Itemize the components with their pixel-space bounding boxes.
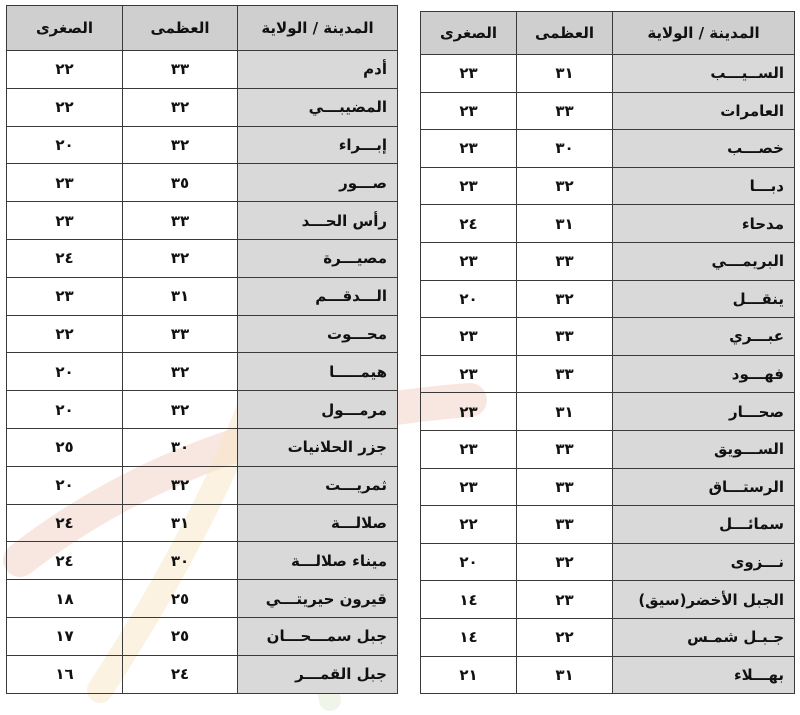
table-row (7, 580, 398, 618)
min-temp-cell: ٢٢ (421, 506, 517, 544)
table-row (421, 280, 795, 318)
temperature-table-right (420, 11, 795, 694)
max-temp-cell: ٢٥ (123, 617, 238, 655)
max-temp-cell: ٣١ (517, 55, 613, 93)
table-row (421, 393, 795, 431)
max-temp-cell: ٣٢ (123, 391, 238, 429)
max-temp-cell: ٣١ (517, 656, 613, 694)
table-row (7, 315, 398, 353)
table-row (7, 655, 398, 693)
min-temp-cell: ٢٣ (421, 430, 517, 468)
city-cell: صـــور (238, 164, 398, 202)
header-max: العظمى (517, 12, 613, 55)
max-temp-cell: ٣٣ (123, 315, 238, 353)
city-cell: نـــزوى (613, 543, 795, 581)
min-temp-cell: ٢٣ (421, 242, 517, 280)
min-temp-cell: ١٦ (7, 655, 123, 693)
min-temp-cell: ٢٤ (7, 239, 123, 277)
max-temp-cell: ٣٣ (123, 51, 238, 89)
min-temp-cell: ٢٠ (421, 280, 517, 318)
city-cell: الســيـــب (613, 55, 795, 93)
header-max: العظمى (123, 6, 238, 51)
city-cell: جبل سمـــحـــان (238, 617, 398, 655)
table-row (421, 618, 795, 656)
table-row (7, 277, 398, 315)
min-temp-cell: ٢٤ (421, 205, 517, 243)
table-row (421, 355, 795, 393)
city-cell: الرستـــاق (613, 468, 795, 506)
table-row (421, 581, 795, 619)
city-cell: فهـــود (613, 355, 795, 393)
table-header-row (7, 6, 398, 51)
min-temp-cell: ٢٥ (7, 428, 123, 466)
city-cell: البريمـــي (613, 242, 795, 280)
city-cell: ميناء صلالـــة (238, 542, 398, 580)
min-temp-cell: ٢٣ (421, 318, 517, 356)
max-temp-cell: ٣٣ (517, 355, 613, 393)
min-temp-cell: ٢٤ (7, 542, 123, 580)
table-row (421, 656, 795, 694)
min-temp-cell: ٢٢ (7, 51, 123, 89)
header-city: المدينة / الولاية (238, 6, 398, 51)
table-row (421, 318, 795, 356)
city-cell: العامرات (613, 92, 795, 130)
table-row (7, 617, 398, 655)
temperature-table-left (6, 5, 398, 694)
city-cell: الـــدقـــم (238, 277, 398, 315)
min-temp-cell: ١٨ (7, 580, 123, 618)
city-cell: قيرون حيريتـــي (238, 580, 398, 618)
table-row (7, 466, 398, 504)
min-temp-cell: ٢٣ (7, 277, 123, 315)
city-cell: جبل القمـــر (238, 655, 398, 693)
max-temp-cell: ٣٢ (123, 239, 238, 277)
city-cell: الســـويق (613, 430, 795, 468)
min-temp-cell: ٢٣ (421, 55, 517, 93)
max-temp-cell: ٣١ (517, 393, 613, 431)
max-temp-cell: ٣٢ (123, 88, 238, 126)
min-temp-cell: ١٧ (7, 617, 123, 655)
max-temp-cell: ٣٣ (123, 202, 238, 240)
city-cell: مرمـــول (238, 391, 398, 429)
table-row (421, 506, 795, 544)
min-temp-cell: ٢٤ (7, 504, 123, 542)
max-temp-cell: ٣٣ (517, 468, 613, 506)
table-row (7, 391, 398, 429)
max-temp-cell: ٣٢ (517, 167, 613, 205)
header-city: المدينة / الولاية (613, 12, 795, 55)
max-temp-cell: ٣٢ (517, 543, 613, 581)
city-cell: سمائـــل (613, 506, 795, 544)
table-header-row (421, 12, 795, 55)
city-cell: دبـــا (613, 167, 795, 205)
table-row (7, 51, 398, 89)
min-temp-cell: ٢١ (421, 656, 517, 694)
city-cell: محـــوت (238, 315, 398, 353)
table-row (7, 164, 398, 202)
table-row (7, 504, 398, 542)
header-min: الصغرى (421, 12, 517, 55)
table-row (421, 205, 795, 243)
min-temp-cell: ٢٠ (7, 353, 123, 391)
min-temp-cell: ٢٠ (7, 126, 123, 164)
min-temp-cell: ٢٠ (7, 391, 123, 429)
max-temp-cell: ٣٣ (517, 318, 613, 356)
table-row (421, 92, 795, 130)
min-temp-cell: ٢٣ (7, 202, 123, 240)
table-row (7, 428, 398, 466)
max-temp-cell: ٢٢ (517, 618, 613, 656)
min-temp-cell: ٢٣ (421, 130, 517, 168)
max-temp-cell: ٣٢ (123, 353, 238, 391)
max-temp-cell: ٣١ (123, 504, 238, 542)
min-temp-cell: ٢٣ (421, 167, 517, 205)
max-temp-cell: ٣٣ (517, 92, 613, 130)
max-temp-cell: ٣١ (517, 205, 613, 243)
city-cell: ينقـــل (613, 280, 795, 318)
max-temp-cell: ٣٣ (517, 242, 613, 280)
table-row (7, 542, 398, 580)
min-temp-cell: ١٤ (421, 618, 517, 656)
max-temp-cell: ٣٥ (123, 164, 238, 202)
city-cell: جـبـل شمـس (613, 618, 795, 656)
city-cell: المضيبـــي (238, 88, 398, 126)
city-cell: أدم (238, 51, 398, 89)
max-temp-cell: ٣٢ (517, 280, 613, 318)
city-cell: خصـــب (613, 130, 795, 168)
max-temp-cell: ٣١ (123, 277, 238, 315)
table-row (421, 430, 795, 468)
table-row (421, 543, 795, 581)
city-cell: صحـــار (613, 393, 795, 431)
city-cell: مدحاء (613, 205, 795, 243)
max-temp-cell: ٣٢ (123, 126, 238, 164)
min-temp-cell: ٢٢ (7, 88, 123, 126)
city-cell: عبـــري (613, 318, 795, 356)
city-cell: ثمريـــت (238, 466, 398, 504)
max-temp-cell: ٣٠ (123, 428, 238, 466)
min-temp-cell: ٢٠ (7, 466, 123, 504)
table-row (7, 202, 398, 240)
header-min: الصغرى (7, 6, 123, 51)
city-cell: هيمـــــا (238, 353, 398, 391)
table-row (7, 239, 398, 277)
table-row (421, 468, 795, 506)
max-temp-cell: ٣٠ (123, 542, 238, 580)
city-cell: مصيـــرة (238, 239, 398, 277)
max-temp-cell: ٣٢ (123, 466, 238, 504)
max-temp-cell: ٢٥ (123, 580, 238, 618)
table-row (7, 126, 398, 164)
table-row (7, 88, 398, 126)
min-temp-cell: ٢٣ (7, 164, 123, 202)
table-row (421, 55, 795, 93)
table-row (421, 130, 795, 168)
max-temp-cell: ٣٣ (517, 506, 613, 544)
min-temp-cell: ٢٣ (421, 355, 517, 393)
min-temp-cell: ٢٣ (421, 393, 517, 431)
min-temp-cell: ٢٢ (7, 315, 123, 353)
city-cell: بهـــلاء (613, 656, 795, 694)
max-temp-cell: ٣٣ (517, 430, 613, 468)
table-row (421, 242, 795, 280)
max-temp-cell: ٢٣ (517, 581, 613, 619)
table-row (7, 353, 398, 391)
min-temp-cell: ٢٠ (421, 543, 517, 581)
min-temp-cell: ٢٣ (421, 468, 517, 506)
table-row (421, 167, 795, 205)
city-cell: جزر الحلانيات (238, 428, 398, 466)
city-cell: إبـــراء (238, 126, 398, 164)
city-cell: الجبل الأخضر(سيق) (613, 581, 795, 619)
max-temp-cell: ٣٠ (517, 130, 613, 168)
min-temp-cell: ١٤ (421, 581, 517, 619)
max-temp-cell: ٢٤ (123, 655, 238, 693)
city-cell: صلالـــة (238, 504, 398, 542)
min-temp-cell: ٢٣ (421, 92, 517, 130)
city-cell: رأس الحـــد (238, 202, 398, 240)
